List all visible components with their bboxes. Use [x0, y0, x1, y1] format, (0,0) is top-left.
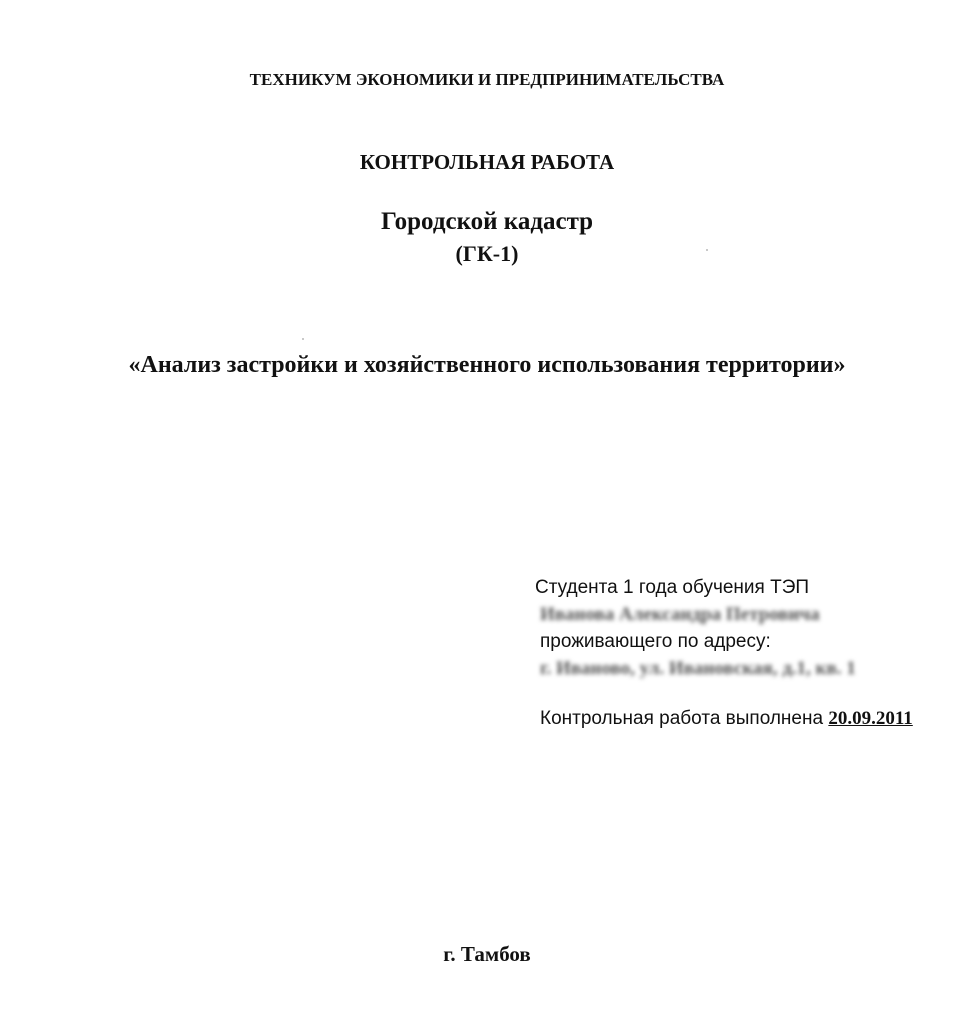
completion-date: 20.09.2011: [828, 708, 913, 729]
student-line: Студента 1 года обучения ТЭП: [535, 577, 810, 598]
completion-line: [540, 708, 913, 730]
institution-name: ТЕХНИКУМ ЭКОНОМИКИ И ПРЕДПРИНИМАТЕЛЬСТВА: [249, 70, 725, 89]
discipline-title: Городской кадастр: [380, 208, 594, 235]
residing-label: проживающего по адресу:: [540, 631, 771, 652]
discipline-code: (ГК-1): [455, 241, 519, 266]
work-type-heading: КОНТРОЛЬНАЯ РАБОТА: [359, 150, 615, 174]
scan-speck: [302, 338, 304, 340]
address-redacted: г. Иваново, ул. Ивановская, д.1, кв. 1: [540, 658, 856, 679]
work-topic: «Анализ застройки и хозяйственного использования территории»: [128, 352, 846, 378]
city-name: г. Тамбов: [443, 942, 531, 966]
completion-label: Контрольная работа выполнена: [540, 708, 824, 729]
student-name-redacted: Иванова Александра Петровича: [540, 604, 820, 625]
scan-speck: [706, 249, 708, 251]
